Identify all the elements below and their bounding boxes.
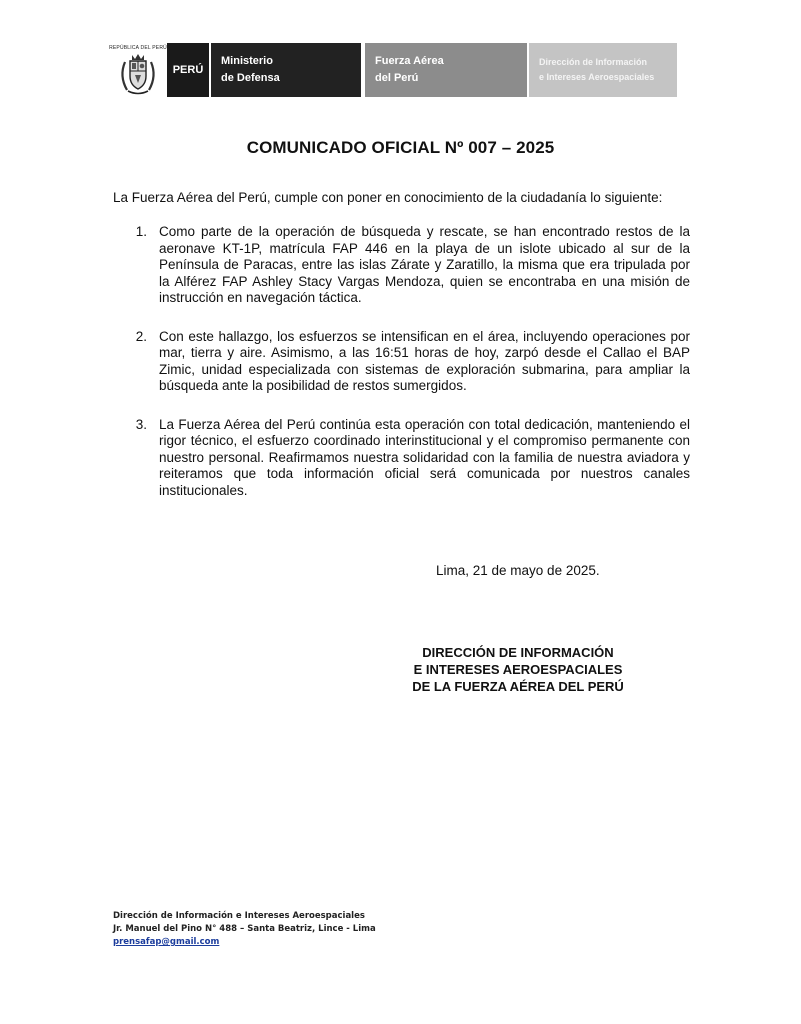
signature-line3: DE LA FUERZA AÉREA DEL PERÚ [412, 679, 624, 694]
dir-line2: e Intereses Aeroespaciales [539, 72, 655, 82]
date-line: Lima, 21 de mayo de 2025. [436, 563, 600, 578]
coat-of-arms [109, 43, 167, 97]
list-item-text: La Fuerza Aérea del Perú continúa esta operación con total dedicación, manteniendo el rigor técnico, el esfuerzo coordinado interinstitucional y el compromiso permanente con nuestro personal. Reafirmamos nuestra solidaridad con la familia de nuestra aviadora y reiteramos que toda información oficial será comunicada por nuestros canales institucionales. [159, 416, 690, 498]
numbered-list [113, 224, 690, 499]
list-item [113, 417, 690, 500]
fap-line1: Fuerza Aérea [375, 55, 444, 67]
footer-line2: Jr. Manuel del Pino N° 488 – Santa Beatriz, Lince - Lima [113, 924, 376, 934]
signature-line2: E INTERESES AEROESPACIALES [413, 662, 623, 677]
list-item-text: Con este hallazgo, los esfuerzos se intensifican en el área, incluyendo operaciones por mar, tierra y aire. Asimismo, a las 16:51 horas de hoy, zarpó desde el Callao el BAP Zimic, unidad especializada con sistemas de exploración submarina, para ampliar la búsqueda ante la posibilidad de restos sumergidos. [159, 328, 690, 393]
footer [113, 910, 376, 949]
footer-email-link[interactable]: prensafap@gmail.com [113, 937, 220, 947]
directorate-box [529, 43, 677, 97]
ministry-line1: Ministerio [221, 55, 273, 67]
list-item-number: 2. [135, 328, 147, 344]
footer-line1: Dirección de Información e Intereses Aeroespaciales [113, 911, 365, 921]
list-item [113, 329, 690, 395]
list-item-number: 1. [135, 224, 147, 239]
fap-box [365, 43, 527, 97]
fap-line2: del Perú [375, 72, 419, 84]
emblem-caption: REPÚBLICA DEL PERÚ [109, 45, 167, 51]
coat-of-arms-icon [117, 52, 159, 96]
dir-line1: Dirección de Información [539, 57, 648, 67]
signature-block [390, 644, 646, 695]
ministry-line2: de Defensa [221, 72, 280, 84]
peru-label-box [167, 43, 211, 97]
ministry-box [211, 43, 361, 97]
list-item [113, 224, 690, 307]
list-item-number: 3. [135, 416, 147, 432]
letterhead [109, 43, 677, 97]
intro-paragraph: La Fuerza Aérea del Perú, cumple con poner en conocimiento de la ciudadanía lo siguiente: [113, 190, 663, 205]
list-item-text: Como parte de la operación de búsqueda y rescate, se han encontrado restos de la aeronave KT-1P, matrícula FAP 446 en la playa de un islote ubicado al sur de la Península de Paracas, entre las islas Zárate y Zaratillo, la misma que era tripulada por la Alférez FAP Ashley Stacy Vargas Mendoza, quien se encontraba en una misión de instrucción en navegación táctica. [159, 224, 690, 305]
document-title: COMUNICADO OFICIAL Nº 007 – 2025 [246, 138, 555, 157]
peru-label: PERÚ [172, 64, 204, 76]
signature-line1: DIRECCIÓN DE INFORMACIÓN [422, 645, 614, 660]
